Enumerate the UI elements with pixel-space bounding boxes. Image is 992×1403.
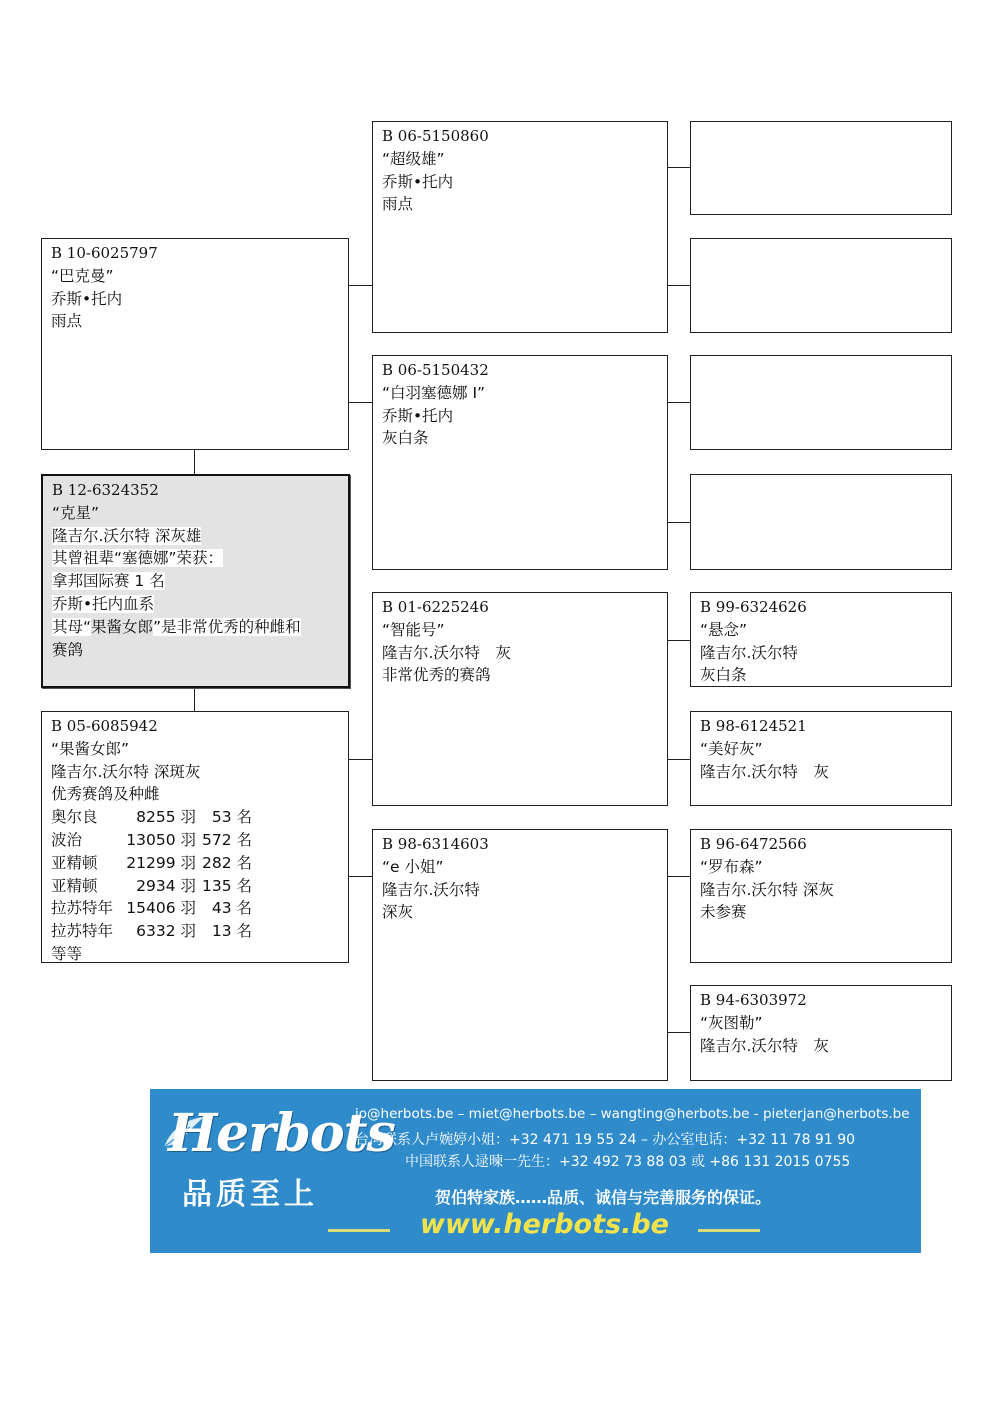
connector xyxy=(667,1032,691,1033)
color: 雨点 xyxy=(51,312,83,331)
great-grandparent-empty xyxy=(690,121,952,215)
decorative-line xyxy=(698,1229,760,1232)
ring-number: B 05-6085942 xyxy=(51,717,158,735)
ring-number: B 96-6472566 xyxy=(700,835,807,853)
color: 深灰 xyxy=(382,903,414,922)
result-row: 波治 13050 羽 572 名 xyxy=(51,830,252,849)
great-grandparent-empty xyxy=(690,355,952,450)
pigeon-name: “e 小姐” xyxy=(382,857,444,876)
ring-number: B 12-6324352 xyxy=(52,481,159,499)
connector xyxy=(348,876,373,877)
breeder: 隆吉尔.沃尔特 灰 xyxy=(382,643,511,662)
breeder: 隆吉尔.沃尔特 深斑灰 xyxy=(51,762,201,781)
granddam-dam-side-card xyxy=(372,829,668,1081)
connector xyxy=(194,687,195,712)
connector xyxy=(667,876,691,877)
connector xyxy=(348,402,373,403)
brand-tagline: 品质至上 xyxy=(182,1177,318,1212)
great-grandparent-empty xyxy=(690,474,952,570)
breeder: 隆吉尔.沃尔特 深灰 xyxy=(700,880,834,899)
etc-text: 等等 xyxy=(51,944,83,963)
brand-logo: Herbots xyxy=(168,1103,395,1164)
website-link[interactable]: www.herbots.be xyxy=(420,1209,669,1240)
description: 非常优秀的赛鸽 xyxy=(382,666,491,685)
breeder: 隆吉尔.沃尔特 xyxy=(382,880,480,899)
grandsire-dam-side-card xyxy=(372,592,668,806)
pigeon-name: “果酱女郎” xyxy=(51,739,130,758)
grandsire-sire-side-card xyxy=(372,121,668,333)
pigeon-name: “灰图勒” xyxy=(700,1013,763,1032)
description: 未参赛 xyxy=(700,903,747,922)
herbots-banner xyxy=(150,1089,921,1253)
result-row: 拉苏特年 15406 羽 43 名 xyxy=(51,899,252,918)
ring-number: B 10-6025797 xyxy=(51,244,158,262)
ring-number: B 01-6225246 xyxy=(382,598,489,616)
china-contact: 中国联系人逯暕一先生：+32 492 73 88 03 或 +86 131 2015 0755 xyxy=(405,1154,851,1170)
connector xyxy=(667,759,691,760)
connector xyxy=(667,285,691,286)
dam-card xyxy=(41,711,349,963)
pigeon-name: “智能号” xyxy=(382,620,445,639)
connector xyxy=(667,522,691,523)
breeder: 隆吉尔.沃尔特 xyxy=(700,643,798,662)
result-row: 拉苏特年 6332 羽 13 名 xyxy=(51,922,252,941)
great-grandparent-empty xyxy=(690,238,952,333)
color: 灰白条 xyxy=(382,429,429,448)
great-grandparent-card xyxy=(690,711,952,806)
result-row: 亚精顿 2934 羽 135 名 xyxy=(51,876,252,895)
pigeon-name: “美好灰” xyxy=(700,739,763,758)
ring-number: B 98-6124521 xyxy=(700,717,807,735)
result-row: 奥尔良 8255 羽 53 名 xyxy=(51,808,252,827)
slogan: 贺伯特家族……品质、诚信与完善服务的保证。 xyxy=(435,1188,772,1207)
breeder: 隆吉尔.沃尔特 深灰雄 xyxy=(52,526,202,545)
great-grandparent-card xyxy=(690,829,952,963)
granddam-sire-side-card xyxy=(372,355,668,570)
connector xyxy=(348,285,373,286)
result-row: 亚精顿 21299 羽 282 名 xyxy=(51,853,252,872)
ring-number: B 06-5150432 xyxy=(382,361,489,379)
pigeon-name: “克星” xyxy=(52,503,100,522)
results-list xyxy=(51,806,339,943)
description: 优秀赛鸽及种雌 xyxy=(51,785,160,804)
decorative-line xyxy=(328,1229,390,1232)
color: 雨点 xyxy=(382,195,414,214)
ancestor-result: 拿邦国际赛 1 名 xyxy=(52,572,165,591)
breeder: 隆吉尔.沃尔特 灰 xyxy=(700,762,829,781)
connector xyxy=(194,449,195,475)
ring-number: B 99-6324626 xyxy=(700,598,807,616)
ring-number: B 94-6303972 xyxy=(700,991,807,1009)
dam-note: 其母“果酱女郎”是非常优秀的种雌和 xyxy=(52,617,301,636)
breeder: 隆吉尔.沃尔特 灰 xyxy=(700,1036,829,1055)
breeder: 乔斯•托内 xyxy=(382,172,454,191)
bloodline: 乔斯•托内血系 xyxy=(52,594,155,613)
breeder: 乔斯•托内 xyxy=(51,289,123,308)
connector xyxy=(348,759,373,760)
connector xyxy=(667,167,691,168)
breeder: 乔斯•托内 xyxy=(382,406,454,425)
pigeon-name: “巴克曼” xyxy=(51,266,114,285)
pigeon-name: “悬念” xyxy=(700,620,748,639)
pigeon-name: “罗布森” xyxy=(700,857,763,876)
great-grandparent-card xyxy=(690,592,952,687)
email-contacts[interactable]: jo@herbots.be – miet@herbots.be – wangting@herbots.be - pieterjan@herbots.be xyxy=(355,1106,910,1122)
sire-card xyxy=(41,238,349,450)
subject-card xyxy=(41,474,350,688)
dam-note-cont: 赛鸽 xyxy=(52,640,84,659)
connector xyxy=(667,640,691,641)
ring-number: B 98-6314603 xyxy=(382,835,489,853)
taiwan-contact: 台湾联系人卢婉婷小姐：+32 471 19 55 24 – 办公室电话：+32 11 78 91 90 xyxy=(355,1132,856,1148)
great-grandparent-card xyxy=(690,985,952,1081)
pigeon-name: “超级雄” xyxy=(382,149,445,168)
connector xyxy=(667,402,691,403)
ring-number: B 06-5150860 xyxy=(382,127,489,145)
color: 灰白条 xyxy=(700,666,747,685)
ancestor-note: 其曾祖辈“塞德娜”荣获： xyxy=(52,549,224,568)
pigeon-name: “白羽塞德娜 I” xyxy=(382,383,486,402)
